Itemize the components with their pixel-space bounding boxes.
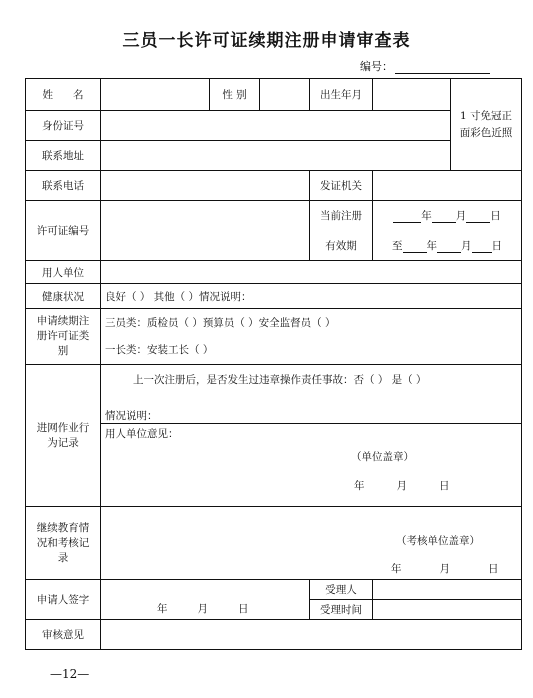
review-input[interactable]	[101, 620, 522, 650]
application-form-table	[25, 78, 522, 650]
page-number: —12—	[50, 667, 90, 681]
phone-input[interactable]	[101, 171, 310, 201]
accident-record-cell[interactable]	[101, 365, 522, 424]
education-record-cell[interactable]	[101, 507, 522, 580]
situation-label: 情况说明：	[105, 410, 158, 422]
valid-from-date[interactable]: 年 月 日	[373, 201, 522, 231]
gender-input[interactable]	[260, 79, 310, 111]
current-registration-label: 当前注册	[310, 201, 373, 231]
name-input[interactable]	[101, 79, 210, 111]
receiver-label: 受理人	[310, 580, 373, 600]
photo-box[interactable]: 1 寸免冠正面彩色近照	[451, 79, 522, 171]
signature-date: 年 月 日	[157, 603, 249, 615]
receive-time-input[interactable]	[373, 600, 522, 620]
signature-label: 申请人签字	[26, 580, 101, 620]
id-number-label: 身份证号	[26, 111, 101, 141]
issuer-label: 发证机关	[310, 171, 373, 201]
serial-number	[360, 58, 490, 74]
address-input[interactable]	[101, 141, 451, 171]
issuer-input[interactable]	[373, 171, 522, 201]
employer-opinion-date: 年 月 日	[354, 480, 450, 492]
license-number-label: 许可证编号	[26, 201, 101, 261]
health-status-options[interactable]: 良好（ ） 其他（ ）情况说明：	[101, 284, 522, 309]
birth-input[interactable]	[373, 79, 451, 111]
network-record-label: 进网作业行为记录	[26, 365, 101, 507]
address-label: 联系地址	[26, 141, 101, 171]
employer-input[interactable]	[101, 261, 522, 284]
gender-label: 性 别	[210, 79, 260, 111]
education-date: 年 月 日	[391, 563, 499, 575]
serial-input[interactable]	[395, 61, 490, 74]
accident-question[interactable]: 上一次注册后，是否发生过违章操作责任事故：否（ ） 是（ ）	[133, 374, 427, 386]
license-category-label: 申请续期注册许可证类别	[26, 309, 101, 365]
receiver-input[interactable]	[373, 580, 522, 600]
employer-label: 用人单位	[26, 261, 101, 284]
phone-label: 联系电话	[26, 171, 101, 201]
category-foreman[interactable]: 一长类：安装工长（ ）	[105, 343, 214, 356]
serial-label: 编号：	[360, 60, 393, 73]
signature-cell[interactable]	[101, 580, 310, 620]
birth-label: 出生年月	[310, 79, 373, 111]
employer-opinion-cell[interactable]	[101, 424, 522, 507]
id-number-input[interactable]	[101, 111, 451, 141]
name-label: 姓 名	[26, 79, 101, 111]
form-title: 三员一长许可证续期注册申请审查表	[122, 31, 411, 51]
review-label: 审核意见	[26, 620, 101, 650]
education-label: 继续教育情况和考核记录	[26, 507, 101, 580]
receive-time-label: 受理时间	[310, 600, 373, 620]
employer-opinion-label: 用人单位意见：	[105, 428, 179, 440]
valid-period-label: 有效期	[310, 231, 373, 261]
license-number-input[interactable]	[101, 201, 310, 261]
valid-to-date[interactable]: 至 年 月 日	[373, 231, 522, 261]
health-label: 健康状况	[26, 284, 101, 309]
exam-seal-text: （考核单位盖章）	[396, 535, 480, 547]
license-category-options[interactable]	[101, 309, 522, 365]
category-three-roles[interactable]: 三员类：质检员（ ）预算员（ ）安全监督员（ ）	[105, 316, 336, 329]
employer-seal-text: （单位盖章）	[351, 451, 414, 463]
